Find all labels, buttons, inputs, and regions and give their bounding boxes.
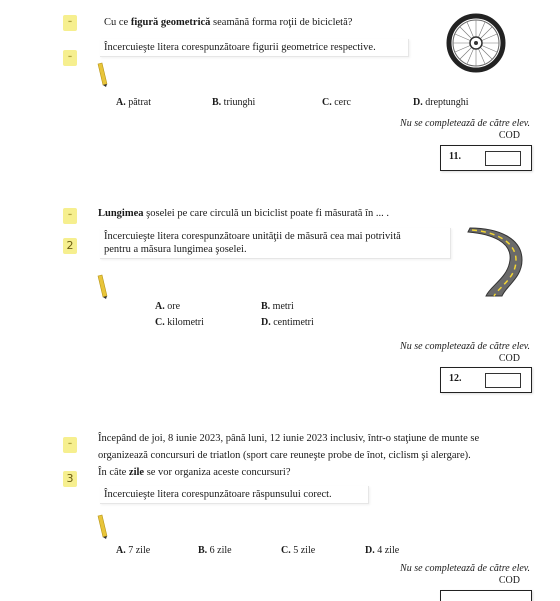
q13-question bbox=[98, 432, 538, 480]
q13-option-c-text: 5 zile bbox=[293, 545, 316, 556]
q11-question-end: seamănă forma roţii de bicicletă? bbox=[210, 17, 353, 28]
q12-question bbox=[98, 207, 389, 221]
q11-option-d-letter: D. bbox=[413, 97, 423, 108]
q12-instruction bbox=[100, 228, 451, 259]
q11-option-b[interactable] bbox=[212, 97, 255, 108]
q13-instruction bbox=[100, 486, 369, 504]
q13-line3-bold: zile bbox=[128, 467, 145, 478]
side-badge-q13-a: ▪▪ bbox=[63, 437, 77, 453]
q13-option-b-text: 6 zile bbox=[209, 545, 232, 556]
q11-option-a[interactable] bbox=[116, 97, 151, 108]
q13-option-a-text: 7 zile bbox=[128, 545, 151, 556]
q11-question bbox=[104, 16, 352, 30]
q11-question-bold: figură geometrică bbox=[130, 17, 211, 28]
q13-cod-box bbox=[440, 590, 532, 601]
side-badge-q11-a: ▪▪ bbox=[63, 15, 77, 31]
q11-option-d-text: dreptunghi bbox=[425, 97, 469, 108]
side-badge-q11-b: ▪▪ bbox=[63, 50, 77, 66]
q12-option-a-letter: A. bbox=[155, 301, 165, 312]
q11-cod-box bbox=[440, 145, 532, 171]
q11-cod-label: COD bbox=[498, 130, 520, 141]
pencil-icon bbox=[96, 62, 110, 88]
q12-cod-input[interactable] bbox=[485, 373, 521, 388]
q12-option-c-letter: C. bbox=[155, 317, 165, 328]
q13-line3 bbox=[98, 466, 538, 480]
q12-option-b-letter: B. bbox=[261, 301, 271, 312]
q11-cod-number: 11. bbox=[449, 151, 461, 162]
q12-note: Nu se completează de către elev. bbox=[400, 341, 530, 352]
q13-option-c[interactable] bbox=[281, 545, 315, 556]
q11-question-start: Cu ce bbox=[104, 17, 131, 28]
q13-line2: organizează concursuri de triatlon (sport care reuneşte probe de înot, ciclism şi alergare). bbox=[98, 450, 471, 461]
side-badge-q12-b: 2 bbox=[63, 238, 77, 254]
q12-option-c-text: kilometri bbox=[167, 317, 204, 328]
side-badge-q13-b: 3 bbox=[63, 471, 77, 487]
q12-question-bold: Lungimea bbox=[98, 208, 144, 219]
q11-option-b-text: triunghi bbox=[223, 97, 256, 108]
q12-option-d-letter: D. bbox=[261, 317, 271, 328]
q11-option-c-text: cerc bbox=[334, 97, 351, 108]
q11-option-a-text: pătrat bbox=[128, 97, 151, 108]
q12-cod-number: 12. bbox=[449, 373, 462, 384]
q13-option-d[interactable] bbox=[365, 545, 399, 556]
q11-option-a-letter: A. bbox=[116, 97, 126, 108]
q11-instruction bbox=[100, 39, 409, 57]
q13-option-c-letter: C. bbox=[281, 545, 291, 556]
q12-option-b[interactable] bbox=[261, 301, 294, 312]
road-icon bbox=[462, 226, 524, 298]
q11-cod-input[interactable] bbox=[485, 151, 521, 166]
q13-line3-post: se vor organiza aceste concursuri? bbox=[144, 467, 291, 478]
q12-option-a-text: ore bbox=[167, 301, 181, 312]
q13-instruction-text: Încercuieşte litera corespunzătoare răspunsului corect. bbox=[104, 489, 332, 500]
q11-note: Nu se completează de către elev. bbox=[400, 118, 530, 129]
q13-cod-label: COD bbox=[498, 575, 520, 586]
q11-option-c-letter: C. bbox=[322, 97, 332, 108]
q13-note: Nu se completează de către elev. bbox=[400, 563, 530, 574]
q13-option-a-letter: A. bbox=[116, 545, 126, 556]
q13-option-a[interactable] bbox=[116, 545, 150, 556]
q11-instruction-text: Încercuieşte litera corespunzătoare figurii geometrice respective. bbox=[104, 42, 376, 53]
bicycle-wheel-icon bbox=[446, 13, 506, 73]
q13-option-d-letter: D. bbox=[365, 545, 375, 556]
q13-option-b[interactable] bbox=[198, 545, 232, 556]
q12-option-b-text: metri bbox=[272, 301, 294, 312]
q12-option-d[interactable] bbox=[261, 317, 314, 328]
pencil-icon bbox=[96, 274, 110, 300]
q12-option-a[interactable] bbox=[155, 301, 180, 312]
pencil-icon bbox=[96, 514, 110, 540]
q12-option-d-text: centimetri bbox=[273, 317, 314, 328]
side-badge-q12-a: ▪▪ bbox=[63, 208, 77, 224]
q13-line1: Începând de joi, 8 iunie 2023, până luni, 12 iunie 2023 inclusiv, într-o staţiune de munte se bbox=[98, 433, 480, 444]
q11-option-c[interactable] bbox=[322, 97, 351, 108]
q11-option-b-letter: B. bbox=[212, 97, 222, 108]
q12-instruction-line1: Încercuieşte litera corespunzătoare unităţii de măsură cea mai potrivită bbox=[104, 231, 401, 242]
q12-cod-box bbox=[440, 367, 532, 393]
q12-instruction-line2: pentru a măsura lungimea şoselei. bbox=[104, 244, 247, 255]
q13-option-d-text: 4 zile bbox=[377, 545, 400, 556]
q13-line3-pre: În câte bbox=[98, 467, 129, 478]
q13-option-b-letter: B. bbox=[198, 545, 208, 556]
q12-cod-label: COD bbox=[498, 353, 520, 364]
q11-option-d[interactable] bbox=[413, 97, 469, 108]
q12-option-c[interactable] bbox=[155, 317, 204, 328]
q12-question-rest: şoselei pe care circulă un biciclist poate fi măsurată în ... . bbox=[146, 208, 390, 219]
